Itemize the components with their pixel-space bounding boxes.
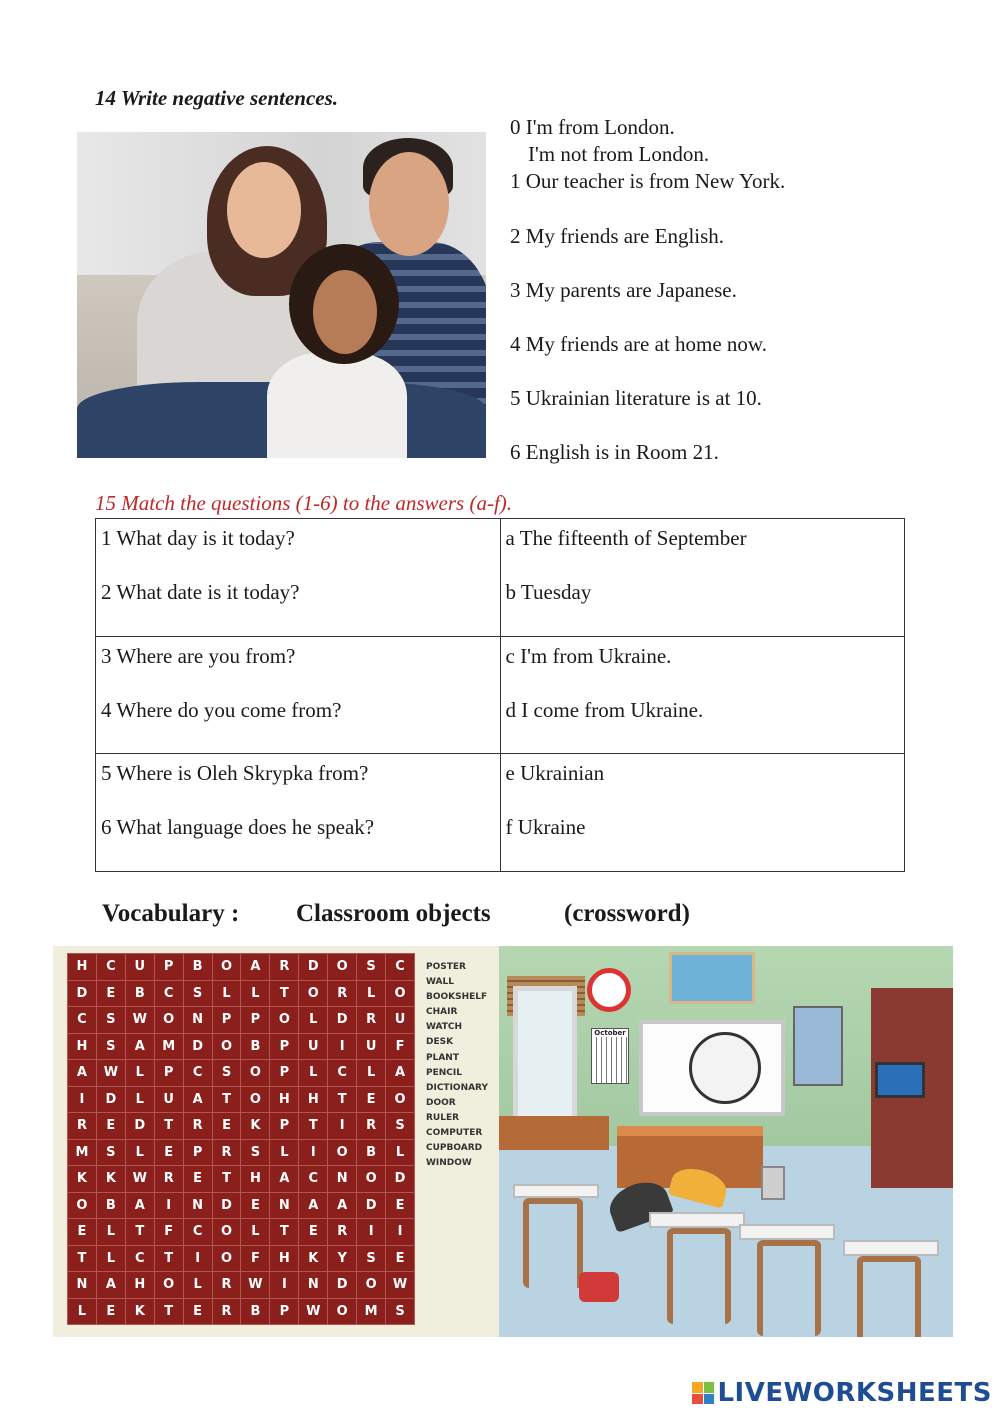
- wordsearch-letter[interactable]: A: [386, 1060, 414, 1086]
- wordsearch-letter[interactable]: W: [386, 1272, 414, 1298]
- question-1: 1 What day is it today?: [101, 526, 295, 550]
- wordsearch-letter[interactable]: D: [68, 981, 96, 1007]
- wordsearch-letter[interactable]: A: [68, 1060, 96, 1086]
- wordsearch-letter[interactable]: I: [155, 1193, 183, 1219]
- wordsearch-letter[interactable]: D: [126, 1113, 154, 1139]
- wordsearch-letter[interactable]: D: [357, 1193, 385, 1219]
- wordsearch-letter[interactable]: T: [270, 1219, 298, 1245]
- answers-cell: [500, 519, 904, 637]
- wordsearch-letter[interactable]: D: [97, 1087, 125, 1113]
- wordsearch-letter[interactable]: O: [357, 1272, 385, 1298]
- wordsearch-letter[interactable]: P: [213, 1007, 241, 1033]
- wordsearch-letter[interactable]: R: [328, 981, 356, 1007]
- world-map: [669, 952, 755, 1004]
- wordsearch-letter[interactable]: K: [299, 1246, 327, 1272]
- wordsearch-letter[interactable]: L: [357, 1060, 385, 1086]
- calendar-month: October: [592, 1029, 628, 1037]
- wordsearch-letter[interactable]: R: [213, 1140, 241, 1166]
- wordsearch-letter[interactable]: S: [357, 954, 385, 980]
- wordsearch-letter[interactable]: T: [68, 1246, 96, 1272]
- answer-f: f Ukraine: [505, 815, 586, 839]
- wordsearch-letter[interactable]: L: [184, 1272, 212, 1298]
- wordsearch-letter[interactable]: O: [299, 981, 327, 1007]
- wordsearch-letter[interactable]: L: [126, 1087, 154, 1113]
- sentence-2: 2 My friends are English.: [510, 224, 725, 248]
- wordsearch-letter[interactable]: U: [299, 1034, 327, 1060]
- match-table: [95, 518, 905, 872]
- wordsearch-letter[interactable]: L: [97, 1219, 125, 1245]
- liveworksheets-badge-icon: [692, 1382, 714, 1404]
- sentence-1: 1 Our teacher is from New York.: [510, 169, 786, 193]
- sentence-5: 5 Ukrainian literature is at 10.: [510, 386, 762, 410]
- wordsearch-letter[interactable]: D: [328, 1007, 356, 1033]
- wordsearch-letter[interactable]: O: [241, 1087, 269, 1113]
- vocabulary-type: (crossword): [564, 900, 690, 927]
- wordsearch-letter[interactable]: B: [126, 981, 154, 1007]
- wordsearch-word: COMPUTER: [426, 1128, 483, 1139]
- wordsearch-letter[interactable]: C: [97, 954, 125, 980]
- wordsearch-letter[interactable]: W: [241, 1272, 269, 1298]
- wordsearch-letter[interactable]: M: [155, 1034, 183, 1060]
- wordsearch-letter[interactable]: O: [328, 1140, 356, 1166]
- wordsearch-letter[interactable]: S: [184, 981, 212, 1007]
- bookshelf: [499, 1116, 609, 1150]
- wordsearch-letter[interactable]: F: [155, 1219, 183, 1245]
- wordsearch-letter[interactable]: P: [155, 954, 183, 980]
- wordsearch-letter[interactable]: K: [241, 1113, 269, 1139]
- wordsearch-letter[interactable]: Y: [328, 1246, 356, 1272]
- wordsearch-letter[interactable]: E: [97, 981, 125, 1007]
- wordsearch-letter[interactable]: O: [213, 1219, 241, 1245]
- wordsearch-letter[interactable]: S: [357, 1246, 385, 1272]
- wordsearch-letter[interactable]: P: [241, 1007, 269, 1033]
- wordsearch-letter[interactable]: H: [241, 1166, 269, 1192]
- wordsearch-letter[interactable]: W: [97, 1060, 125, 1086]
- wordsearch-letter[interactable]: C: [126, 1246, 154, 1272]
- wordsearch-letter[interactable]: L: [299, 1060, 327, 1086]
- wordsearch-letter[interactable]: I: [328, 1113, 356, 1139]
- wordsearch-letter[interactable]: O: [386, 1087, 414, 1113]
- wordsearch-letter[interactable]: L: [126, 1140, 154, 1166]
- wordsearch-letter[interactable]: U: [155, 1087, 183, 1113]
- wordsearch-letter[interactable]: E: [184, 1299, 212, 1325]
- logo-text: LIVEWORKSHEETS: [717, 1378, 992, 1408]
- wordsearch-letter[interactable]: H: [68, 954, 96, 980]
- wordsearch-letter[interactable]: U: [357, 1034, 385, 1060]
- chair: [667, 1228, 731, 1324]
- student-desk: [843, 1240, 939, 1256]
- answer-b: b Tuesday: [505, 580, 592, 604]
- sentence-4: 4 My friends are at home now.: [510, 332, 767, 356]
- sentence-0: 0 I'm from London.: [510, 115, 675, 139]
- wordsearch-letter[interactable]: B: [241, 1299, 269, 1325]
- wordsearch-letter[interactable]: P: [270, 1060, 298, 1086]
- liveworksheets-logo: [692, 1378, 992, 1408]
- clock-icon: [587, 968, 631, 1012]
- wordsearch-letter[interactable]: L: [213, 981, 241, 1007]
- wordsearch-letter[interactable]: L: [241, 1219, 269, 1245]
- wordsearch-letter[interactable]: D: [213, 1193, 241, 1219]
- wordsearch-letter[interactable]: P: [270, 1113, 298, 1139]
- wordsearch-letter[interactable]: A: [270, 1166, 298, 1192]
- schoolbag: [579, 1272, 619, 1302]
- wordsearch-letter[interactable]: A: [126, 1034, 154, 1060]
- wordsearch-letter[interactable]: R: [155, 1166, 183, 1192]
- wordsearch-letter[interactable]: K: [126, 1299, 154, 1325]
- wordsearch-letter[interactable]: E: [184, 1166, 212, 1192]
- wordsearch-letter[interactable]: C: [155, 981, 183, 1007]
- wordsearch-letter[interactable]: T: [155, 1113, 183, 1139]
- wordsearch-word: WALL: [426, 977, 454, 988]
- questions-cell: [96, 754, 501, 872]
- wordsearch-word: WINDOW: [426, 1158, 472, 1169]
- wordsearch-letter[interactable]: L: [241, 981, 269, 1007]
- wordsearch-letter[interactable]: M: [357, 1299, 385, 1325]
- questions-cell: [96, 519, 501, 637]
- wordsearch-letter[interactable]: E: [357, 1087, 385, 1113]
- wordsearch-letter[interactable]: R: [213, 1272, 241, 1298]
- wordsearch-letter[interactable]: O: [68, 1193, 96, 1219]
- wordsearch-letter[interactable]: W: [126, 1007, 154, 1033]
- answer-d: d I come from Ukraine.: [505, 697, 704, 722]
- wordsearch-letter[interactable]: E: [213, 1113, 241, 1139]
- family-photo: [77, 132, 486, 458]
- wordsearch-letter[interactable]: S: [213, 1060, 241, 1086]
- wordsearch-letter[interactable]: O: [213, 1034, 241, 1060]
- wordsearch-letter[interactable]: H: [270, 1246, 298, 1272]
- wordsearch-letter[interactable]: N: [328, 1166, 356, 1192]
- wordsearch-letter[interactable]: A: [184, 1087, 212, 1113]
- wordsearch-letter[interactable]: L: [270, 1140, 298, 1166]
- wordsearch-letter[interactable]: A: [328, 1193, 356, 1219]
- wordsearch-word: CHAIR: [426, 1007, 458, 1018]
- wordsearch-letter[interactable]: H: [270, 1087, 298, 1113]
- wordsearch-letter[interactable]: T: [155, 1299, 183, 1325]
- wordsearch-letter[interactable]: T: [155, 1246, 183, 1272]
- wordsearch-letter[interactable]: L: [386, 1140, 414, 1166]
- sentence-6: 6 English is in Room 21.: [510, 440, 719, 464]
- wordsearch-letter[interactable]: E: [97, 1299, 125, 1325]
- wordsearch-letter[interactable]: E: [155, 1140, 183, 1166]
- chair: [523, 1198, 583, 1288]
- wordsearch-letter[interactable]: D: [299, 954, 327, 980]
- wordsearch-letter[interactable]: L: [126, 1060, 154, 1086]
- wordsearch-letter[interactable]: A: [241, 954, 269, 980]
- answer-a: a The fifteenth of September: [505, 526, 747, 550]
- wordsearch-letter[interactable]: U: [386, 1007, 414, 1033]
- wordsearch-letter[interactable]: O: [213, 954, 241, 980]
- wordsearch-letter[interactable]: N: [68, 1272, 96, 1298]
- vocabulary-label: Vocabulary :: [102, 900, 240, 927]
- wordsearch-letter[interactable]: L: [68, 1299, 96, 1325]
- exercise-14-title: 14 Write negative sentences.: [95, 86, 339, 110]
- wordsearch-letter[interactable]: O: [270, 1007, 298, 1033]
- wordsearch-word: RULER: [426, 1112, 460, 1123]
- wordsearch-word: POSTER: [426, 962, 466, 972]
- wordsearch-letter[interactable]: B: [357, 1140, 385, 1166]
- wordsearch-word: CUPBOARD: [426, 1143, 483, 1154]
- wordsearch-letter[interactable]: W: [299, 1299, 327, 1325]
- question-4: 4 Where do you come from?: [101, 697, 342, 722]
- questions-cell: [96, 636, 501, 754]
- wordsearch-letter[interactable]: O: [155, 1007, 183, 1033]
- wordsearch-letter[interactable]: O: [328, 954, 356, 980]
- wordsearch-word: WATCH: [426, 1022, 463, 1033]
- answer-c: c I'm from Ukraine.: [505, 643, 672, 668]
- wordsearch-letter[interactable]: I: [299, 1140, 327, 1166]
- wordsearch-word: PENCIL: [426, 1067, 462, 1078]
- wordsearch-letter[interactable]: P: [155, 1060, 183, 1086]
- wordsearch-letter[interactable]: M: [68, 1140, 96, 1166]
- wordsearch-letter[interactable]: S: [97, 1034, 125, 1060]
- wordsearch-letter[interactable]: I: [357, 1219, 385, 1245]
- sentence-0-answer: I'm not from London.: [528, 142, 710, 166]
- wordsearch-word: DESK: [426, 1037, 454, 1048]
- wordsearch-letter[interactable]: E: [97, 1113, 125, 1139]
- wordsearch-letter[interactable]: E: [299, 1219, 327, 1245]
- wordsearch-letter[interactable]: I: [184, 1246, 212, 1272]
- wordsearch-letter[interactable]: C: [184, 1060, 212, 1086]
- wordsearch-letter[interactable]: T: [213, 1166, 241, 1192]
- wordsearch-letter[interactable]: L: [299, 1007, 327, 1033]
- wordsearch-letter[interactable]: I: [270, 1272, 298, 1298]
- wordsearch-letter[interactable]: N: [270, 1193, 298, 1219]
- wordsearch-letter[interactable]: B: [97, 1193, 125, 1219]
- wordsearch-letter[interactable]: N: [184, 1193, 212, 1219]
- wordsearch-word-list: [426, 960, 488, 1171]
- calendar: [591, 1028, 629, 1084]
- wordsearch-letter[interactable]: S: [97, 1007, 125, 1033]
- table-row: [96, 519, 905, 637]
- wordsearch-grid: [67, 953, 415, 1325]
- answers-cell: [500, 754, 904, 872]
- tv-computer-icon: [875, 1062, 925, 1098]
- waste-bin: [761, 1166, 785, 1200]
- posters: [793, 1006, 843, 1086]
- pencil-case-bubble: [689, 1032, 761, 1104]
- wordsearch-word: DOOR: [426, 1097, 456, 1108]
- wordsearch-letter[interactable]: A: [97, 1272, 125, 1298]
- question-3: 3 Where are you from?: [101, 643, 296, 668]
- wordsearch-letter[interactable]: C: [328, 1060, 356, 1086]
- wordsearch-letter[interactable]: R: [184, 1113, 212, 1139]
- wordsearch-letter[interactable]: I: [68, 1087, 96, 1113]
- wordsearch-letter[interactable]: I: [386, 1219, 414, 1245]
- chair: [857, 1256, 921, 1337]
- wordsearch-letter[interactable]: S: [386, 1299, 414, 1325]
- wordsearch-letter[interactable]: T: [213, 1087, 241, 1113]
- wordsearch-letter[interactable]: O: [328, 1299, 356, 1325]
- wordsearch-letter[interactable]: O: [155, 1272, 183, 1298]
- wordsearch-letter[interactable]: C: [68, 1007, 96, 1033]
- question-2: 2 What date is it today?: [101, 580, 300, 604]
- wordsearch-letter[interactable]: D: [184, 1034, 212, 1060]
- sentence-3: 3 My parents are Japanese.: [510, 278, 737, 302]
- wordsearch-letter[interactable]: K: [68, 1166, 96, 1192]
- student-desk: [513, 1184, 599, 1198]
- question-5: 5 Where is Oleh Skrypka from?: [101, 761, 369, 785]
- wordsearch-letter[interactable]: O: [386, 981, 414, 1007]
- wordsearch-letter[interactable]: N: [184, 1007, 212, 1033]
- wordsearch-letter[interactable]: C: [184, 1219, 212, 1245]
- wordsearch-letter[interactable]: F: [386, 1034, 414, 1060]
- wordsearch-letter[interactable]: P: [270, 1034, 298, 1060]
- table-row: [96, 636, 905, 754]
- wordsearch-letter[interactable]: W: [126, 1166, 154, 1192]
- wordsearch-letter[interactable]: B: [184, 954, 212, 980]
- wordsearch-letter[interactable]: R: [357, 1007, 385, 1033]
- wordsearch-letter[interactable]: C: [386, 954, 414, 980]
- wordsearch-word: BOOKSHELF: [426, 992, 488, 1003]
- wordsearch-panel: [53, 946, 499, 1337]
- wordsearch-letter[interactable]: O: [241, 1060, 269, 1086]
- exercise-15-title: 15 Match the questions (1-6) to the answers (a-f).: [95, 491, 513, 515]
- wordsearch-letter[interactable]: S: [386, 1113, 414, 1139]
- wordsearch-letter[interactable]: D: [328, 1272, 356, 1298]
- wordsearch-letter[interactable]: T: [328, 1087, 356, 1113]
- wordsearch-letter[interactable]: F: [241, 1246, 269, 1272]
- wordsearch-letter[interactable]: T: [299, 1113, 327, 1139]
- wordsearch-letter[interactable]: H: [68, 1034, 96, 1060]
- table-row: [96, 754, 905, 872]
- wordsearch-word: PLANT: [426, 1052, 459, 1063]
- wordsearch-word: DICTIONARY: [426, 1082, 489, 1093]
- wordsearch-letter[interactable]: E: [68, 1219, 96, 1245]
- wordsearch-letter[interactable]: R: [328, 1219, 356, 1245]
- wordsearch-letter[interactable]: P: [270, 1299, 298, 1325]
- wordsearch-letter[interactable]: E: [386, 1246, 414, 1272]
- wordsearch-letter[interactable]: D: [386, 1166, 414, 1192]
- wordsearch-letter[interactable]: S: [241, 1140, 269, 1166]
- question-6: 6 What language does he speak?: [101, 815, 375, 839]
- wordsearch-letter[interactable]: H: [299, 1087, 327, 1113]
- wordsearch-letter[interactable]: H: [126, 1272, 154, 1298]
- wordsearch-letter[interactable]: E: [386, 1193, 414, 1219]
- wordsearch-letter[interactable]: L: [97, 1246, 125, 1272]
- wordsearch-letter[interactable]: B: [241, 1034, 269, 1060]
- wordsearch-letter[interactable]: K: [97, 1166, 125, 1192]
- wordsearch-letter[interactable]: N: [299, 1272, 327, 1298]
- wordsearch-letter[interactable]: T: [126, 1219, 154, 1245]
- wordsearch-letter[interactable]: A: [126, 1193, 154, 1219]
- vocabulary-topic: Classroom objects: [296, 900, 491, 927]
- wordsearch-letter[interactable]: R: [68, 1113, 96, 1139]
- wordsearch-letter[interactable]: L: [357, 981, 385, 1007]
- wordsearch-letter[interactable]: O: [213, 1246, 241, 1272]
- student-desk: [739, 1224, 835, 1240]
- student-desk: [649, 1212, 745, 1228]
- wordsearch-letter[interactable]: P: [184, 1140, 212, 1166]
- wordsearch-letter[interactable]: C: [299, 1166, 327, 1192]
- wordsearch-letter[interactable]: T: [270, 981, 298, 1007]
- wordsearch-letter[interactable]: R: [213, 1299, 241, 1325]
- wordsearch-letter[interactable]: U: [126, 954, 154, 980]
- classroom-illustration: [499, 946, 953, 1337]
- answers-cell: [500, 636, 904, 754]
- wordsearch-letter[interactable]: S: [97, 1140, 125, 1166]
- wordsearch-letter[interactable]: E: [241, 1193, 269, 1219]
- wordsearch-letter[interactable]: A: [299, 1193, 327, 1219]
- wordsearch-letter[interactable]: R: [357, 1113, 385, 1139]
- wordsearch-letter[interactable]: I: [328, 1034, 356, 1060]
- answer-e: e Ukrainian: [505, 761, 605, 785]
- wordsearch-letter[interactable]: R: [270, 954, 298, 980]
- wordsearch-letter[interactable]: O: [357, 1166, 385, 1192]
- chair: [757, 1240, 821, 1336]
